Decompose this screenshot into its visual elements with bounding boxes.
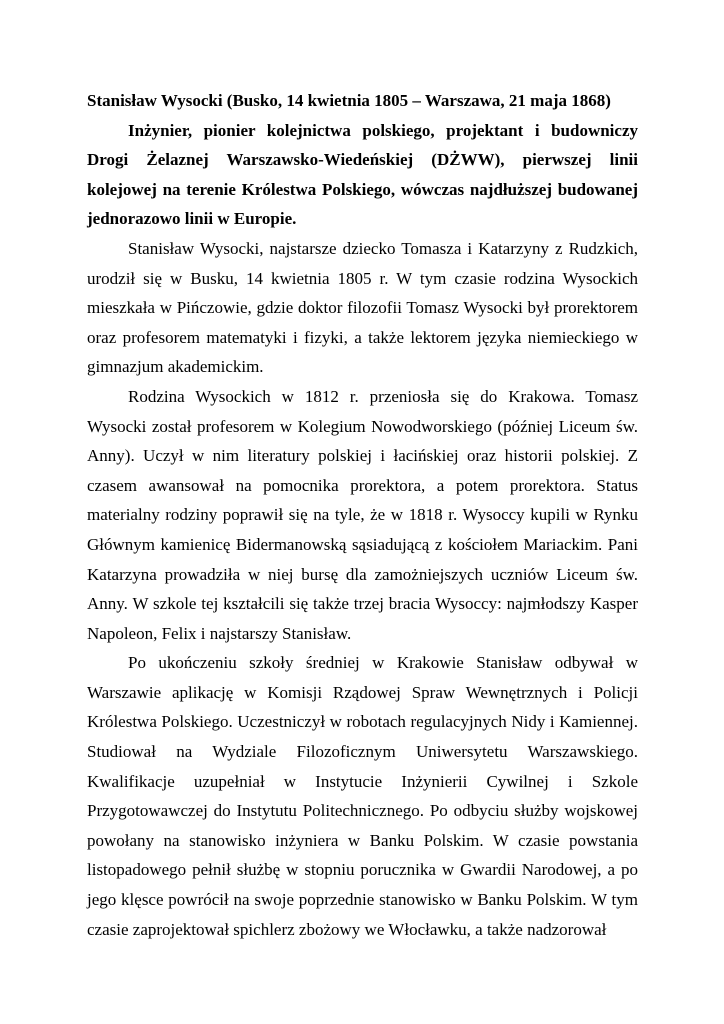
body-paragraph: Po ukończeniu szkoły średniej w Krakowie Stanisław odbywał w Warszawie aplikację w Komisji Rządowej Spraw Wewnętrznych i Policji Królestwa Polskiego. Uczestniczył w robotach regulacyjnych Nidy i Kamiennej. Studiował na Wydziale Filozoficznym Uniwersytetu Warszawskiego. Kwalifikacje uzupełniał w Instytucie Inżynierii Cywilnej i Szkole Przygotowawczej do Instytutu Politechnicznego. Po odbyciu służby wojskowej powołany na stanowisko inżyniera w Banku Polskim. W czasie powstania listopadowego pełnił służbę w stopniu porucznika w Gwardii Narodowej, a po jego klęsce powrócił na swoje poprzednie stanowisko w Banku Polskim. W tym czasie zaprojektował spichlerz zbożowy we Włocławku, a także nadzorował [87, 653, 638, 939]
body-paragraph: Rodzina Wysockich w 1812 r. przeniosła się do Krakowa. Tomasz Wysocki został profesorem w Kolegium Nowodworskiego (później Liceum św. Anny). Uczył w nim literatury polskiej i łacińskiej oraz historii polskiej. Z czasem awansował na pomocnika prorektora, a potem prorektora. Status materialny rodziny poprawił się na tyle, że w 1818 r. Wysoccy kupili w Rynku Głównym kamienicę Bidermanowską sąsiadującą z kościołem Mariackim. Pani Katarzyna prowadziła w niej bursę dla zamożniejszych uczniów Liceum św. Anny. W szkole tej kształcili się także trzej bracia Wysoccy: najmłodszy Kasper Napoleon, Felix i najstarszy Stanisław. [87, 386, 638, 643]
document-title: Stanisław Wysocki (Busko, 14 kwietnia 1805 – Warszawa, 21 maja 1868) [87, 91, 611, 110]
body-paragraph: Stanisław Wysocki, najstarsze dziecko Tomasza i Katarzyny z Rudzkich, urodził się w Busku, 14 kwietnia 1805 r. W tym czasie rodzina Wysockich mieszkała w Pińczowie, gdzie doktor filozofii Tomasz Wysocki był prorektorem oraz profesorem matematyki i fizyki, a także lektorem języka niemieckiego w gimnazjum akademickim. [87, 238, 638, 377]
lead-paragraph: Inżynier, pionier kolejnictwa polskiego, projektant i budowniczy Drogi Żelaznej Warszawsko-Wiedeńskiej (DŻWW), pierwszej linii kolejowej na terenie Królestwa Polskiego, wówczas najdłuższej budowanej jednorazowo linii w Europie. [87, 120, 638, 229]
document-page [87, 86, 638, 944]
